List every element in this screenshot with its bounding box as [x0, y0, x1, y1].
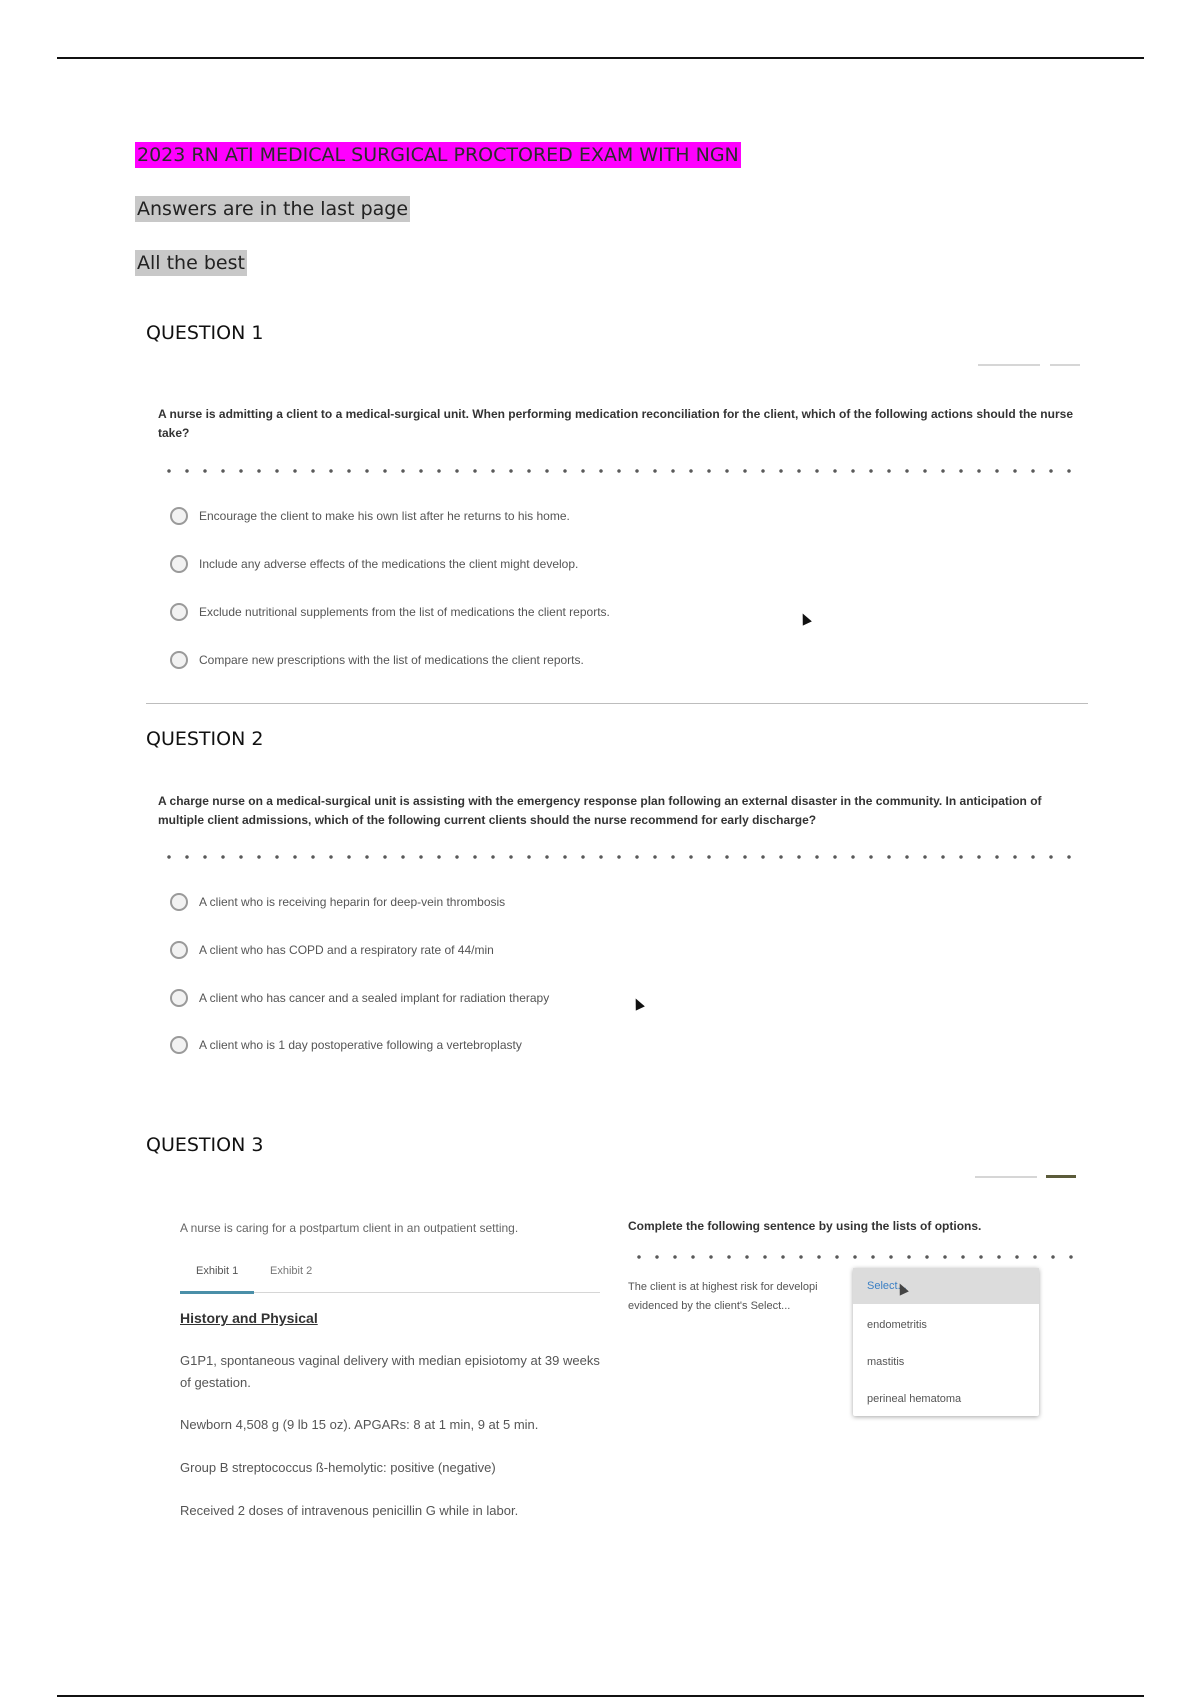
question-3-instruction: Complete the following sentence by using the lists of options. — [628, 1219, 982, 1233]
history-line: Group B streptococcus ß-hemolytic: positive (negative) — [180, 1460, 496, 1475]
answer-option[interactable] — [170, 890, 505, 914]
option-label: A client who has COPD and a respiratory rate of 44/min — [199, 943, 494, 957]
dotted-divider — [160, 467, 1075, 475]
option-label: Encourage the client to make his own list after he returns to his home. — [199, 509, 570, 523]
tab-exhibit-2[interactable]: Exhibit 2 — [270, 1265, 313, 1277]
question-2-stem: A charge nurse on a medical-surgical unit is assisting with the emergency response plan following an external disaster in the community. In anticipation of multiple client admissions, which of the following current clients should the nurse recommend for early discharge? — [158, 794, 1042, 827]
progress-bar — [1046, 1175, 1076, 1178]
radio-button[interactable] — [170, 603, 188, 621]
option-label: A client who is receiving heparin for deep-vein thrombosis — [199, 895, 506, 909]
answer-option[interactable] — [170, 938, 494, 962]
question-3-heading: QUESTION 3 — [146, 1134, 264, 1156]
history-line: Received 2 doses of intravenous penicillin G while in labor. — [180, 1503, 519, 1518]
top-rule — [57, 57, 1144, 59]
option-label: Include any adverse effects of the medications the client might develop. — [199, 557, 579, 571]
options-dropdown[interactable] — [853, 1268, 1039, 1416]
progress-bar — [1050, 364, 1080, 366]
tab-exhibit-1[interactable]: Exhibit 1 — [196, 1265, 239, 1277]
radio-button[interactable] — [170, 1036, 188, 1054]
radio-button[interactable] — [170, 507, 188, 525]
question-separator — [146, 703, 1088, 704]
document-title: 2023 RN ATI MEDICAL SURGICAL PROCTORED EXAM WITH NGN — [137, 144, 739, 166]
bottom-rule — [57, 1695, 1144, 1697]
dropdown-placeholder[interactable]: Select... — [867, 1280, 907, 1292]
radio-button[interactable] — [170, 651, 188, 669]
option-label: A client who is 1 day postoperative following a vertebroplasty — [199, 1038, 522, 1052]
dotted-divider — [160, 853, 1075, 861]
question-3-intro: A nurse is caring for a postpartum client in an outpatient setting. — [180, 1221, 519, 1235]
answer-option[interactable] — [170, 1033, 522, 1057]
question-3-sentence — [628, 1278, 878, 1316]
dropdown-option[interactable]: mastitis — [867, 1356, 905, 1368]
radio-button[interactable] — [170, 555, 188, 573]
history-line: G1P1, spontaneous vaginal delivery with median episiotomy at 39 weeks of gestation. — [180, 1353, 600, 1390]
answer-option[interactable] — [170, 986, 549, 1010]
progress-bar — [978, 364, 1040, 366]
mouse-cursor-icon — [631, 996, 645, 1010]
question-1-heading: QUESTION 1 — [146, 322, 264, 344]
answer-option[interactable] — [170, 552, 578, 576]
radio-button[interactable] — [170, 941, 188, 959]
dotted-divider — [630, 1253, 1080, 1261]
radio-button[interactable] — [170, 893, 188, 911]
section-title: History and Physical — [180, 1310, 318, 1326]
answer-option[interactable] — [170, 504, 570, 528]
progress-bar — [975, 1176, 1037, 1178]
answer-option[interactable] — [170, 648, 584, 672]
question-1-stem: A nurse is admitting a client to a medical-surgical unit. When performing medication reconciliation for the client, which of the following actions should the nurse take? — [158, 407, 1073, 440]
history-line: Newborn 4,508 g (9 lb 15 oz). APGARs: 8 at 1 min, 9 at 5 min. — [180, 1417, 539, 1432]
answers-note: Answers are in the last page — [137, 198, 409, 220]
mouse-cursor-icon — [798, 611, 812, 625]
dropdown-option[interactable]: perineal hematoma — [867, 1393, 962, 1405]
option-label: Exclude nutritional supplements from the list of medications the client reports. — [199, 605, 610, 619]
option-label: A client who has cancer and a sealed implant for radiation therapy — [199, 991, 550, 1005]
option-label: Compare new prescriptions with the list of medications the client reports. — [199, 653, 584, 667]
radio-button[interactable] — [170, 989, 188, 1007]
question-2-heading: QUESTION 2 — [146, 728, 264, 750]
active-tab-indicator — [180, 1291, 254, 1294]
sentence-line[interactable]: evidenced by the client's Select... — [628, 1300, 791, 1312]
sentence-line: The client is at highest risk for developi — [628, 1281, 818, 1293]
answer-option[interactable] — [170, 600, 610, 624]
dropdown-option[interactable]: endometritis — [867, 1319, 927, 1331]
best-wishes-note: All the best — [137, 252, 245, 274]
